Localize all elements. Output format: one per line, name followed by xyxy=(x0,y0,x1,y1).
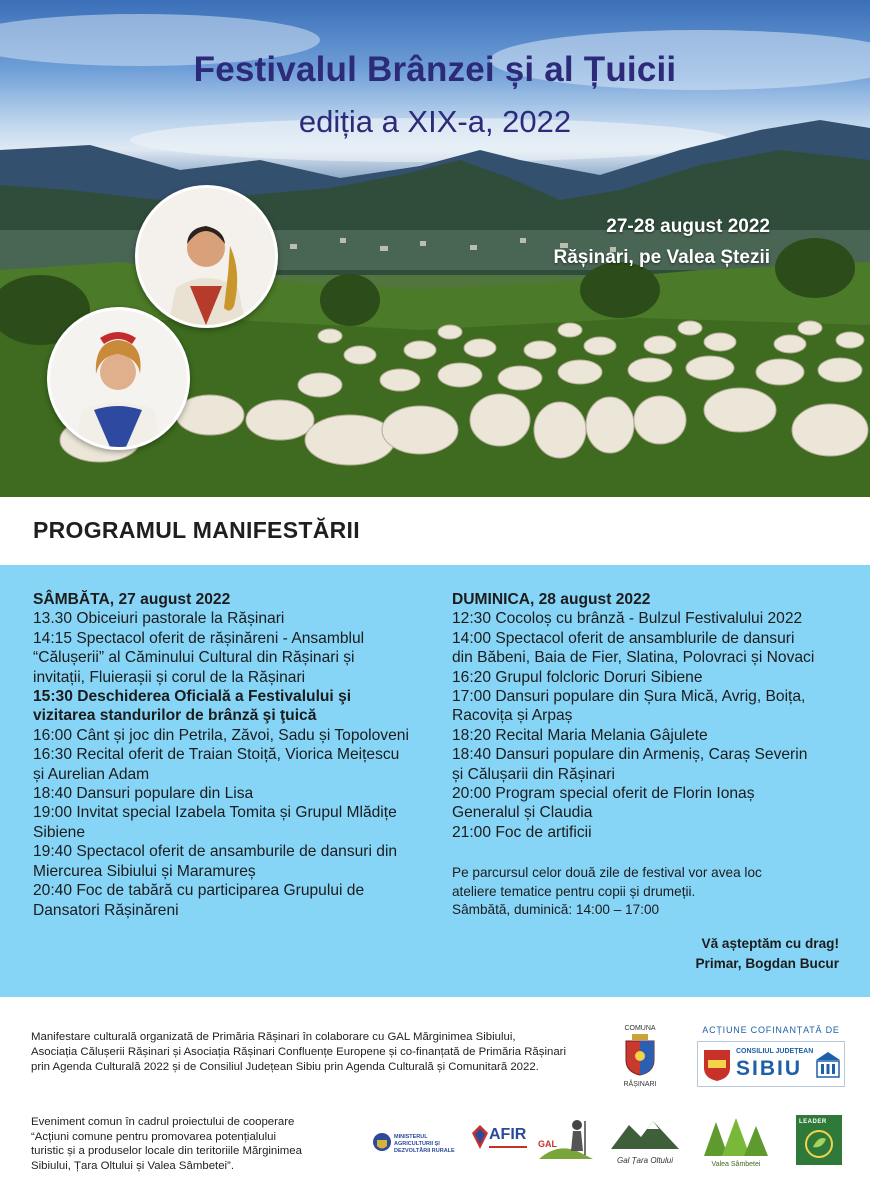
council-building-icon xyxy=(814,1050,842,1080)
cooperation-line: Sibiului, Țara Oltului și Valea Sâmbetei”. xyxy=(31,1159,235,1172)
afir-text: AFIR xyxy=(489,1126,527,1143)
program-line: din Băbeni, Baia de Fier, Slatina, Polovraci și Novaci xyxy=(452,649,815,667)
saxophonist-portrait xyxy=(135,185,278,328)
workshops-note xyxy=(452,864,852,920)
valea-sambetei-logo xyxy=(698,1116,774,1168)
program-line: Racovița și Arpaș xyxy=(452,707,573,725)
program-line: 14:15 Spectacol oferit de rășinăreni - Ansamblul xyxy=(33,629,365,647)
organizer-line: prin Agenda Culturală 2022 și de Consiliul Județean Sibiu prin Agenda Culturală și Comunitară 2022. xyxy=(31,1061,539,1074)
festival-dates: 27-28 august 2022 xyxy=(606,216,770,237)
program-line: 16:30 Recital oferit de Traian Stoiță, Viorica Meițescu xyxy=(33,746,400,764)
afir-logo xyxy=(471,1122,529,1164)
program-line: 20:00 Program special oferit de Florin Ionaș xyxy=(452,785,755,803)
note-line: Sâmbătă, duminică: 14:00 – 17:00 xyxy=(452,902,660,917)
program-line: 14:00 Spectacol oferit de ansamblurile de dansuri xyxy=(452,629,795,647)
festival-title: Festivalul Brânzei și al Țuicii xyxy=(193,50,677,89)
gal-text: GAL xyxy=(538,1139,557,1149)
program-line: 18:20 Recital Maria Melania Gâjulete xyxy=(452,726,708,744)
valea-sambetei-caption: Valea Sâmbetei xyxy=(711,1161,761,1168)
program-line: “Călușerii” al Căminului Cultural din Rășinari și xyxy=(33,649,355,667)
program-line: 19:00 Invitat special Izabela Tomita și Grupul Mlădițe xyxy=(33,804,397,822)
singer-portrait xyxy=(47,307,190,450)
program-line: 16:00 Cânt și joc din Petrila, Zăvoi, Sadu și Topoloveni xyxy=(33,726,409,744)
gal-marginimea-logo xyxy=(537,1115,593,1169)
program-line-highlight: vizitarea standurilor de brânză şi ţuică xyxy=(33,707,317,725)
saturday-column xyxy=(33,590,428,920)
invitation-signoff xyxy=(695,934,839,974)
program-line: Sibiene xyxy=(33,823,86,841)
organizer-line: Asociația Călușerii Rășinari și Asociația Rășinari Confluențe Europene și co-finanțată de Primăria Rășinari xyxy=(31,1046,566,1059)
program-line: 12:30 Cocoloș cu brânză - Bulzul Festivalului 2022 xyxy=(452,610,803,628)
shepherd-icon xyxy=(537,1115,593,1159)
program-box xyxy=(0,565,870,997)
cj-sibiu-logo xyxy=(697,1025,845,1089)
program-line: Generalul și Claudia xyxy=(452,804,593,822)
cj-small-text: CONSILIUL JUDEȚEAN xyxy=(736,1048,814,1055)
ministry-caption: MINISTERUL AGRICULTURII ȘI DEZVOLTĂRII RURALE xyxy=(394,1134,455,1154)
ministry-agriculture-logo xyxy=(372,1130,460,1164)
program-line: și Călușarii din Rășinari xyxy=(452,765,615,783)
gal-tara-oltului-logo xyxy=(611,1117,679,1163)
cofinanced-caption: ACȚIUNE COFINANȚATĂ DE xyxy=(702,1025,840,1035)
organizer-statement xyxy=(31,1030,611,1076)
tara-oltului-caption: Gal Țara Oltului xyxy=(616,1156,674,1165)
program-line: 19:40 Spectacol oferit de ansamburile de dansuri din xyxy=(33,843,398,861)
festival-location: Rășinari, pe Valea Ștezii xyxy=(553,247,770,268)
fir-trees-icon xyxy=(698,1116,774,1156)
cooperation-line: Eveniment comun în cadrul proiectului de cooperare xyxy=(31,1116,295,1128)
saturday-heading: SÂMBĂTA, 27 august 2022 xyxy=(33,591,231,608)
program-line: și Aurelian Adam xyxy=(33,765,150,783)
sunday-heading: DUMINICA, 28 august 2022 xyxy=(452,591,651,608)
organizer-line: Manifestare culturală organizată de Primăria Rășinari în colaborare cu GAL Mărginimea Sibiului, xyxy=(31,1031,516,1043)
mountains-icon xyxy=(611,1117,679,1151)
crest-icon xyxy=(617,1032,663,1076)
hero-banner xyxy=(0,0,870,497)
mayor-signature: Primar, Bogdan Bucur xyxy=(695,956,839,971)
program-line: Miercurea Sibiului și Maramureș xyxy=(33,862,256,880)
leader-text: LEADER xyxy=(799,1119,827,1125)
program-line: Dansatori Rășinăreni xyxy=(33,901,179,919)
cj-sibiu-badge xyxy=(697,1041,845,1087)
program-line: 21:00 Foc de artificii xyxy=(452,823,592,841)
program-line: 18:40 Dansuri populare din Armeniș, Caraș Severin xyxy=(452,746,808,764)
sibiu-shield-icon xyxy=(702,1048,732,1082)
leader-logo xyxy=(796,1115,842,1165)
festival-edition: ediția a XIX-a, 2022 xyxy=(298,104,572,139)
program-line: 18:40 Dansuri populare din Lisa xyxy=(33,785,254,803)
note-line: Pe parcursul celor două zile de festival vor avea loc xyxy=(452,865,762,880)
rasinari-caption: RĂȘINARI xyxy=(623,1081,657,1088)
comuna-caption: COMUNA xyxy=(624,1025,656,1032)
program-line: 13.30 Obiceiuri pastorale la Rășinari xyxy=(33,610,285,628)
cooperation-line: “Acțiuni comune pentru promovarea potențialului xyxy=(31,1130,277,1143)
invite-text: Vă așteptăm cu drag! xyxy=(701,936,839,951)
eu-leader-icon xyxy=(804,1129,834,1159)
cj-big-text: SIBIU xyxy=(736,1057,803,1080)
program-line: 17:00 Dansuri populare din Șura Mică, Avrig, Boița, xyxy=(452,688,806,706)
program-line: 20:40 Foc de tabără cu participarea Grupului de xyxy=(33,882,365,900)
note-line: ateliere tematice pentru copii și drumeții. xyxy=(452,883,696,899)
afir-emblem-icon xyxy=(471,1124,489,1150)
program-line: invitații, Fluierașii și corul de la Rășinari xyxy=(33,668,306,686)
rasinari-crest-logo xyxy=(617,1025,663,1091)
program-heading: PROGRAMUL MANIFESTĂRII xyxy=(33,517,360,543)
romania-coat-icon xyxy=(372,1132,392,1156)
program-line: 16:20 Grupul folcloric Doruri Sibiene xyxy=(452,668,703,686)
program-line-highlight: 15:30 Deschiderea Oficială a Festivalului şi xyxy=(33,688,352,706)
cooperation-line: turistic și a produselor locale din teritoriile Mărginimea xyxy=(31,1145,302,1157)
cooperation-statement xyxy=(31,1115,351,1173)
sunday-column xyxy=(452,590,847,842)
